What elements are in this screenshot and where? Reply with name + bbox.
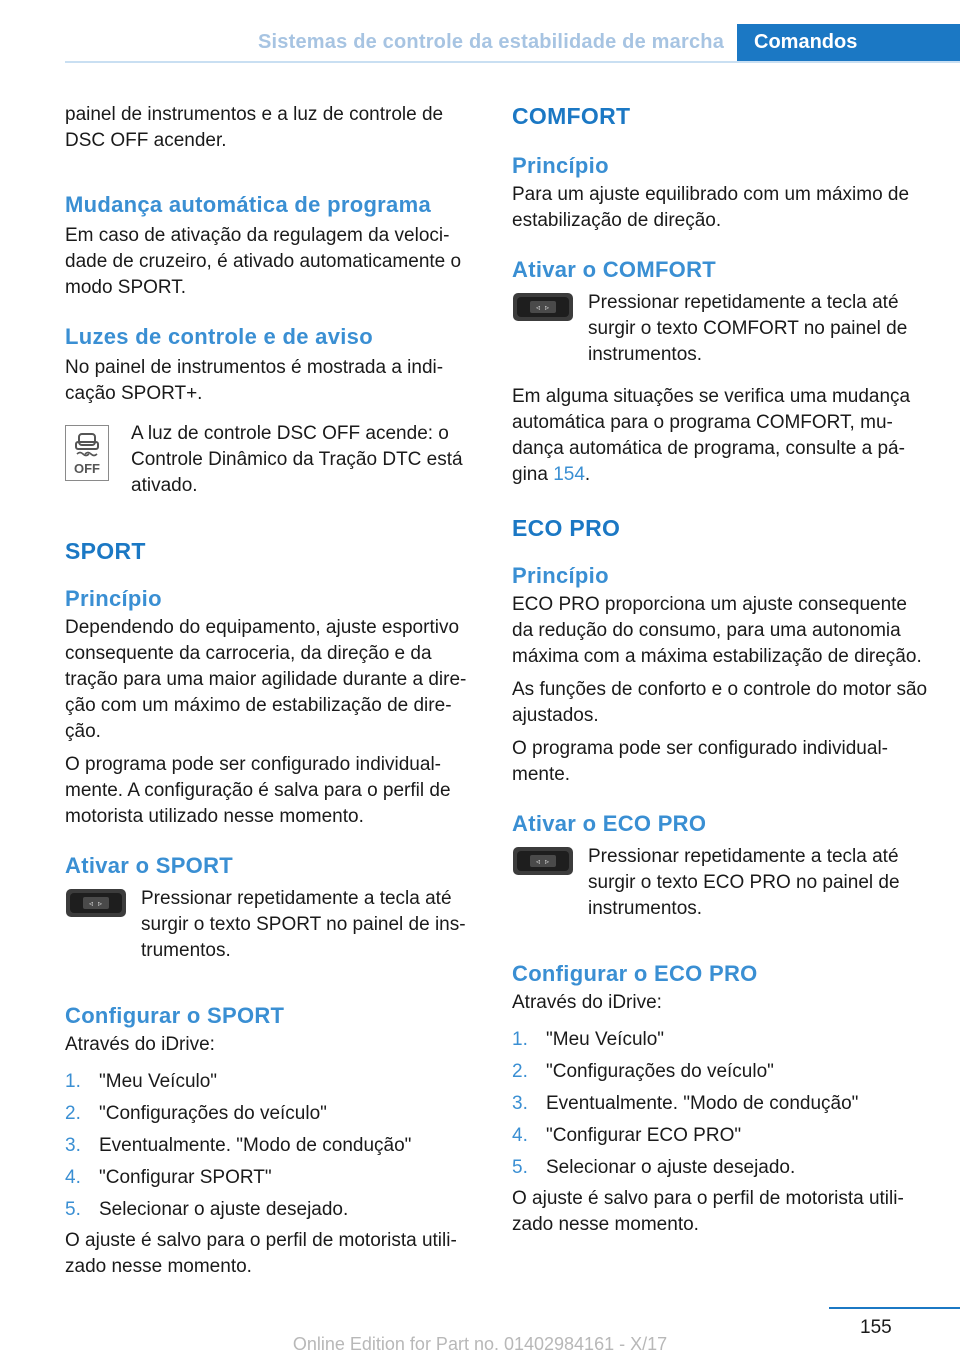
sport-principle-heading: Princípio xyxy=(65,586,162,611)
svg-text:▹: ▹ xyxy=(98,899,103,908)
list-item: 2. "Configurações do veículo" xyxy=(512,1061,774,1082)
page-number-rule xyxy=(829,1307,960,1309)
page-link-154[interactable]: 154 xyxy=(553,464,585,485)
activate-comfort-note xyxy=(512,290,930,368)
eco-pro-heading: ECO PRO xyxy=(512,515,621,541)
comfort-principle-heading: Princípio xyxy=(512,153,609,178)
eco-pro-principle-heading: Princípio xyxy=(512,563,609,588)
config-eco-pro-heading: Configurar o ECO PRO xyxy=(512,961,758,986)
chapter-tab xyxy=(737,24,960,63)
comfort-auto-text: Em alguma situações se verifica uma mudança automática para o programa COMFORT, mudança automática de programa, consulte a página 154. xyxy=(512,386,911,485)
activate-comfort-text: Pressionar repetidamente a tecla até surgir o texto COMFORT no painel de instrumentos. xyxy=(588,292,908,365)
lights-text: No painel de instrumentos é mostrada a indicação SPORT+. xyxy=(65,357,444,404)
left-column xyxy=(65,100,481,1280)
config-sport-intro: Através do iDrive: xyxy=(65,1034,215,1055)
drive-mode-switch-icon xyxy=(512,292,574,322)
activate-eco-pro-note xyxy=(512,844,930,922)
activate-eco-pro-text: Pressionar repetidamente a tecla até surgir o texto ECO PRO no painel de instrumentos. xyxy=(588,846,900,919)
list-item: 1. "Meu Veículo" xyxy=(512,1029,665,1050)
config-sport-outro: O ajuste é salvo para o perfil de motorista utilizado nesse momento. xyxy=(65,1230,457,1277)
activate-eco-pro-heading: Ativar o ECO PRO xyxy=(512,811,707,836)
comfort-principle-text: Para um ajuste equilibrado com um máximo de estabilização de direção. xyxy=(512,184,910,231)
eco-pro-text-1: ECO PRO proporciona um ajuste consequente da redução do consumo, para uma autonomia máxima com a máxima estabilização de direção. xyxy=(512,594,922,667)
sport-principle-text-2: O programa pode ser configurado individualmente. A configuração é salva para o perfil de motorista utilizado nesse momento. xyxy=(65,754,451,827)
footer-edition: Online Edition for Part no. 01402984161 - X/17 xyxy=(292,1334,668,1354)
svg-text:◃: ◃ xyxy=(536,857,541,866)
config-eco-pro-steps xyxy=(512,1024,930,1184)
intro-text: painel de instrumentos e a luz de controle de DSC OFF acender. xyxy=(65,104,444,151)
dsc-off-text: A luz de controle DSC OFF acende: o Controle Dinâmico da Tração DTC está ativado. xyxy=(131,423,463,496)
config-eco-pro-intro: Através do iDrive: xyxy=(512,992,662,1013)
dsc-off-icon xyxy=(65,425,109,481)
lights-heading: Luzes de controle e de aviso xyxy=(65,324,373,349)
svg-text:▹: ▹ xyxy=(545,857,550,866)
activate-comfort-heading: Ativar o COMFORT xyxy=(512,257,717,282)
page-number: 155 xyxy=(860,1317,892,1338)
config-sport-steps xyxy=(65,1066,481,1226)
running-header-section: Sistemas de controle da estabilidade de marcha xyxy=(258,31,725,53)
drive-mode-switch-icon xyxy=(512,846,574,876)
eco-pro-text-2: As funções de conforto e o controle do motor são ajustados. xyxy=(512,679,928,726)
auto-change-text: Em caso de ativação da regulagem da velocidade de cruzeiro, é ativado automaticamente o modo SPORT. xyxy=(65,225,462,298)
activate-sport-heading: Ativar o SPORT xyxy=(65,853,234,878)
chapter-tab-label: Comandos xyxy=(754,31,858,53)
header-rule xyxy=(65,61,960,63)
list-item: 1. "Meu Veículo" xyxy=(65,1071,218,1092)
list-item: 5. Selecionar o ajuste desejado. xyxy=(512,1157,796,1178)
list-item: 3. Eventualmente. "Modo de condução" xyxy=(512,1093,859,1114)
eco-pro-text-3: O programa pode ser configurado individualmente. xyxy=(512,738,888,785)
list-item: 5. Selecionar o ajuste desejado. xyxy=(65,1199,349,1220)
svg-text:▹: ▹ xyxy=(545,303,550,312)
svg-text:◃: ◃ xyxy=(536,303,541,312)
dsc-off-icon-label: OFF xyxy=(74,461,100,476)
svg-text:◃: ◃ xyxy=(89,899,94,908)
comfort-heading: COMFORT xyxy=(512,103,631,129)
config-sport-heading: Configurar o SPORT xyxy=(65,1003,285,1028)
sport-heading: SPORT xyxy=(65,538,146,564)
sport-principle-text-1: Dependendo do equipamento, ajuste esportivo consequente da carroceria, da direção e da tração para uma maior agilidade durante a direção com um máximo de estabilização de direção. xyxy=(65,617,467,742)
config-eco-pro-outro: O ajuste é salvo para o perfil de motorista utilizado nesse momento. xyxy=(512,1188,904,1235)
list-item: 4. "Configurar ECO PRO" xyxy=(512,1125,742,1146)
list-item: 2. "Configurações do veículo" xyxy=(65,1103,327,1124)
right-column xyxy=(512,100,930,1238)
activate-sport-note xyxy=(65,886,481,964)
dsc-off-note xyxy=(65,421,481,499)
auto-change-heading: Mudança automática de programa xyxy=(65,192,431,217)
activate-sport-text: Pressionar repetidamente a tecla até surgir o texto SPORT no painel de instrumentos. xyxy=(141,888,466,961)
list-item: 4. "Configurar SPORT" xyxy=(65,1167,272,1188)
drive-mode-switch-icon xyxy=(65,888,127,918)
list-item: 3. Eventualmente. "Modo de condução" xyxy=(65,1135,412,1156)
